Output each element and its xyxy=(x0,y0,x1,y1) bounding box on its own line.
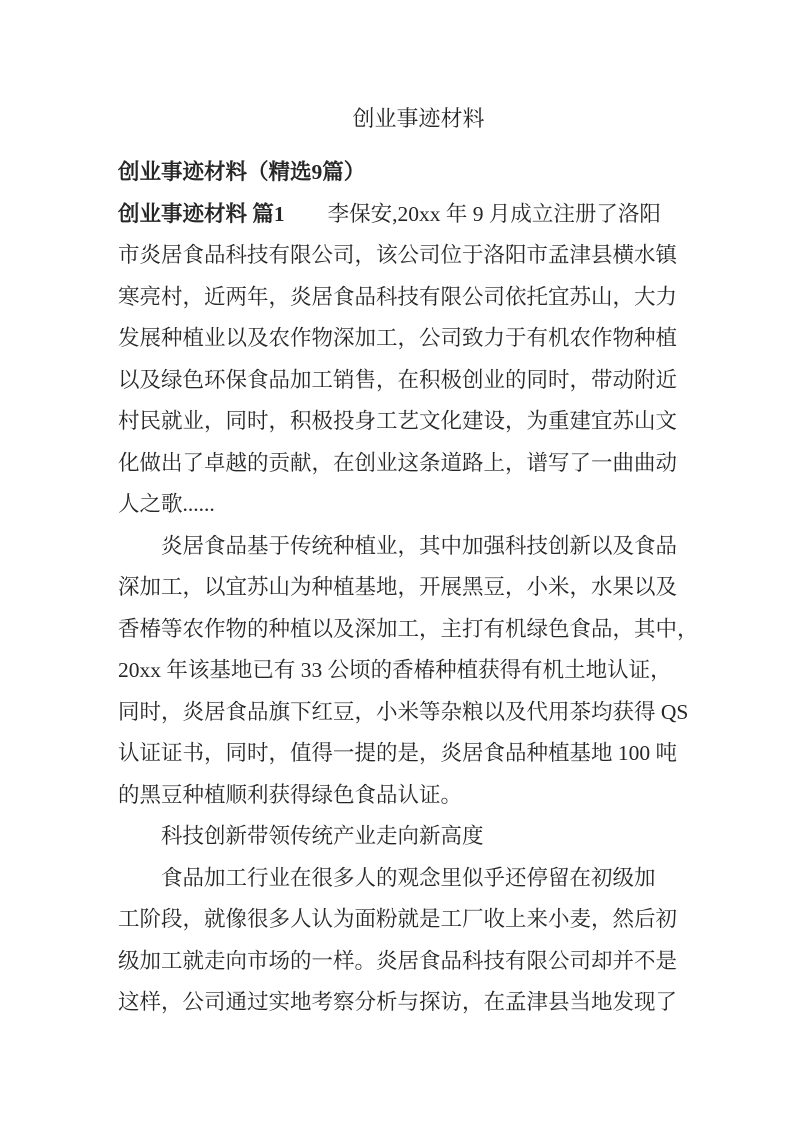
collection-subtitle: 创业事迹材料（精选9篇） xyxy=(118,160,366,184)
paragraph-2-line-3: 香椿等农作物的种植以及深加工，主打有机绿色食品，其中， xyxy=(118,616,699,641)
paragraph-1-line-6: 村民就业，同时，积极投身工艺文化建设，为重建宜苏山文 xyxy=(118,409,678,433)
paragraph-1-line-1: 李保安,20xx 年 9 月成立注册了洛阳 xyxy=(327,201,661,226)
paragraph-1-line-7: 化做出了卓越的贡献，在创业这条道路上，谱写了一曲曲动 xyxy=(118,450,678,475)
article-heading: 创业事迹材料 篇1 xyxy=(118,201,285,226)
paragraph-2-line-4: 20xx 年该基地已有 33 公顷的香椿种植获得有机土地认证， xyxy=(118,658,672,682)
article-first-line xyxy=(118,194,676,236)
paragraph-2-line-5: 同时，炎居食品旗下红豆，小米等杂粮以及代用茶均获得 QS xyxy=(118,699,689,724)
paragraph-1-line-5: 以及绿色环保食品加工销售，在积极创业的同时，带动附近 xyxy=(118,367,678,392)
paragraph-1-line-8: 人之歌...... xyxy=(118,492,215,516)
paragraph-1-line-4: 发展种植业以及农作物深加工，公司致力于有机农作物种植 xyxy=(118,326,678,350)
paragraph-2-line-7: 的黑豆种植顺利获得绿色食品认证。 xyxy=(118,782,463,807)
paragraph-2-line-2: 深加工，以宜苏山为种植基地，开展黑豆，小米，水果以及 xyxy=(118,575,678,599)
paragraph-3-line-1: 食品加工行业在很多人的观念里似乎还停留在初级加 xyxy=(161,865,656,890)
paragraph-1-line-3: 寒亮村，近两年，炎居食品科技有限公司依托宜苏山，大力 xyxy=(118,284,678,309)
paragraph-3-line-4: 这样，公司通过实地考察分析与探访，在孟津县当地发现了 xyxy=(118,990,678,1014)
paragraph-1-line-2: 市炎居食品科技有限公司，该公司位于洛阳市孟津县横水镇 xyxy=(118,243,678,267)
paragraph-2-line-6: 认证证书，同时，值得一提的是，炎居食品种植基地 100 吨 xyxy=(118,741,678,765)
document-title: 创业事迹材料 xyxy=(352,106,485,131)
paragraph-3-line-3: 级加工就走向市场的一样。炎居食品科技有限公司却并不是 xyxy=(118,948,678,973)
section-subheading: 科技创新带领传统产业走向新高度 xyxy=(161,824,484,848)
document-body xyxy=(118,152,699,1024)
paragraph-2-line-1: 炎居食品基于传统种植业，其中加强科技创新以及食品 xyxy=(161,533,678,558)
paragraph-3-line-2: 工阶段，就像很多人认为面粉就是工厂收上来小麦，然后初 xyxy=(118,907,678,931)
